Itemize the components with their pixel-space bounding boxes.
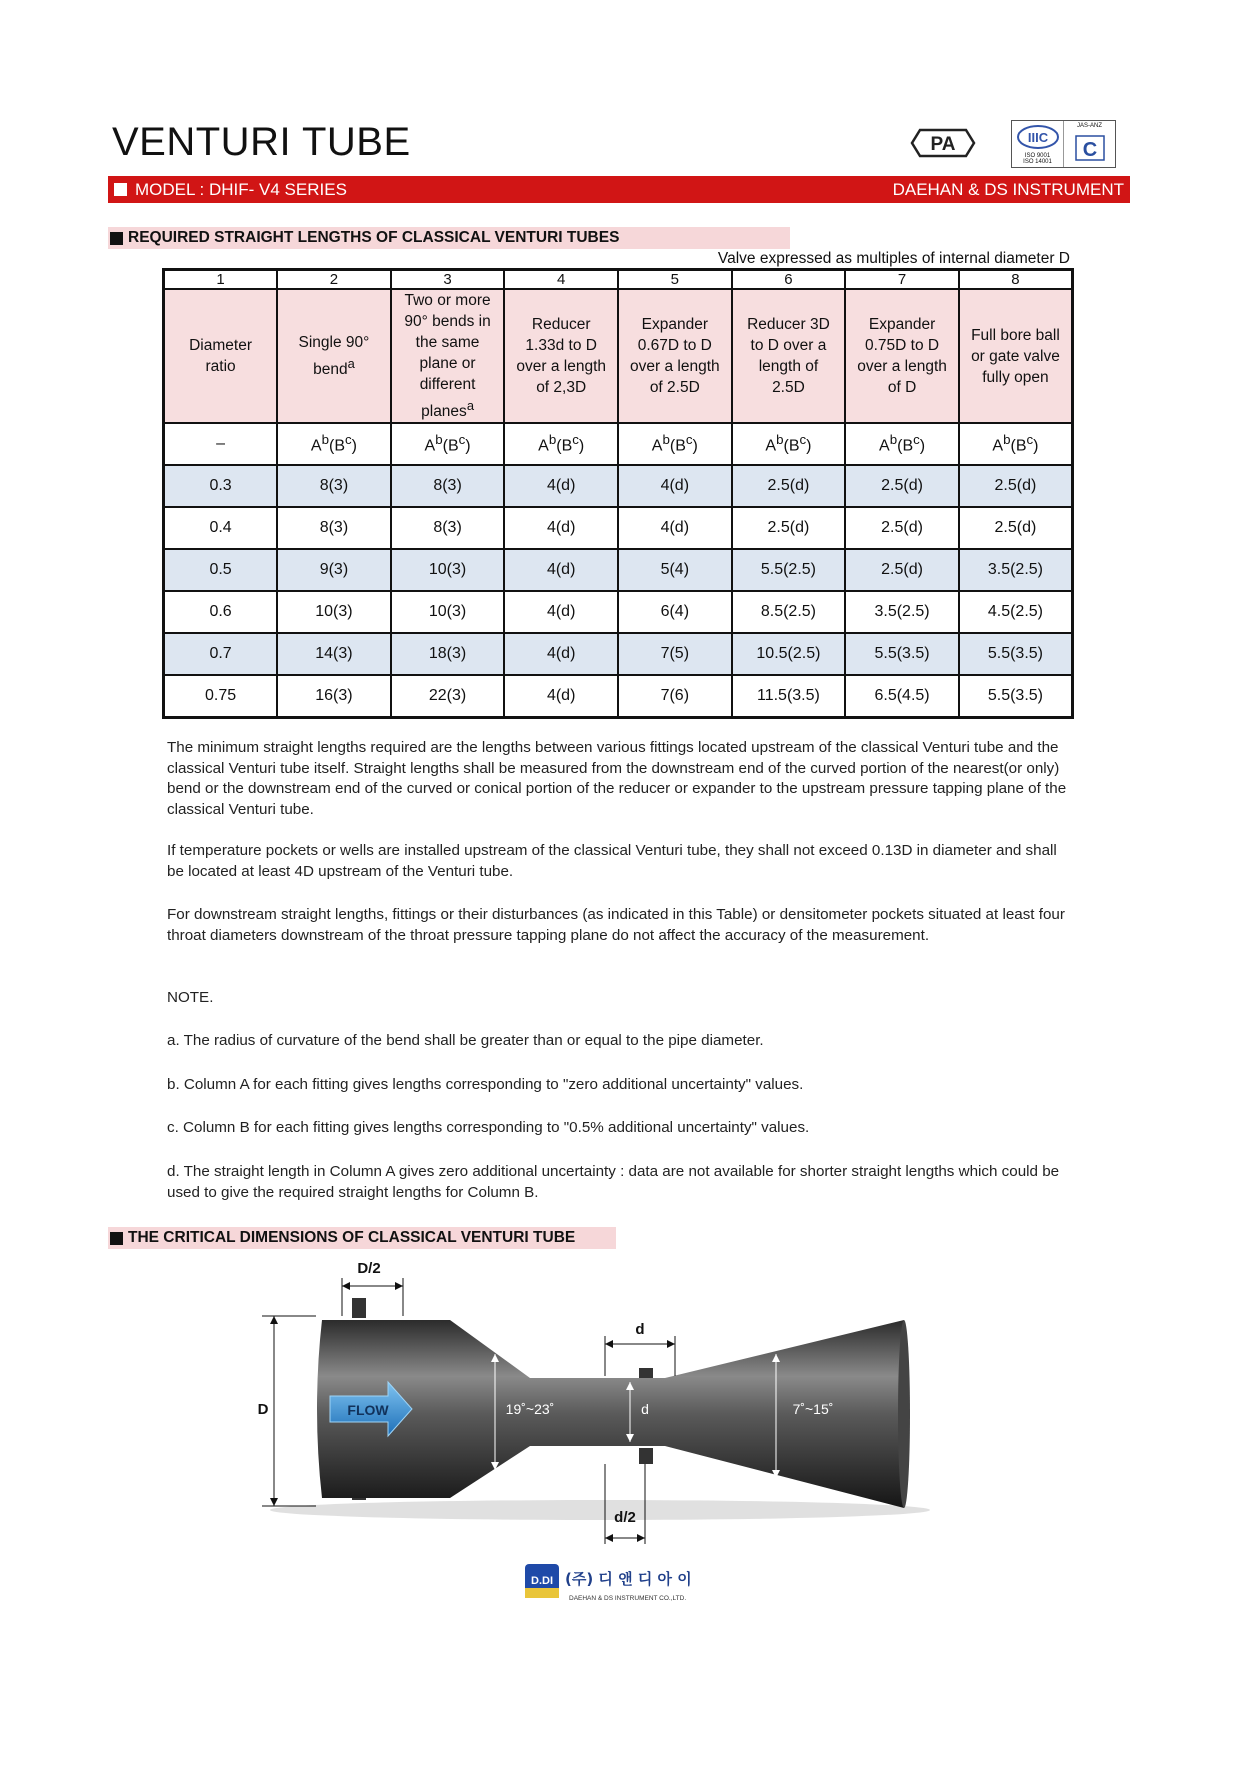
table-cell: 5.5(3.5) bbox=[845, 633, 959, 675]
iso-line-1: ISO 9001 bbox=[1024, 153, 1051, 159]
table-row bbox=[164, 675, 1073, 718]
table-row bbox=[164, 465, 1073, 507]
table-cell: 4(d) bbox=[504, 507, 618, 549]
straight-lengths-table bbox=[162, 268, 1074, 719]
dim-d-half-bottom: d/2 bbox=[614, 1509, 636, 1526]
table-cell: 0.75 bbox=[164, 675, 278, 718]
column-header: Diameter ratio bbox=[164, 289, 278, 423]
table-cell: 8(3) bbox=[277, 507, 391, 549]
page-title: VENTURI TUBE bbox=[112, 120, 411, 164]
table-cell: 4(d) bbox=[504, 465, 618, 507]
note-c: c. Column B for each fitting gives lengths corresponding to "0.5% additional uncertainty" values. bbox=[167, 1119, 810, 1136]
table-cell: 2.5(d) bbox=[959, 465, 1073, 507]
certification-badges bbox=[1011, 120, 1116, 168]
column-header: Full bore ball or gate valve fully open bbox=[959, 289, 1073, 423]
table-cell: 7(5) bbox=[618, 633, 732, 675]
column-unit: $A^b(B^c)$ bbox=[959, 423, 1073, 465]
section-title: THE CRITICAL DIMENSIONS OF CLASSICAL VENTURI TUBE bbox=[128, 1229, 576, 1246]
table-cell: 4.5(2.5) bbox=[959, 591, 1073, 633]
table-cell: 8(3) bbox=[391, 507, 505, 549]
table-cell: 16(3) bbox=[277, 675, 391, 718]
table-cell: 5.5(3.5) bbox=[959, 675, 1073, 718]
upstream-tap-top bbox=[352, 1298, 366, 1318]
column-unit: – bbox=[164, 423, 278, 465]
table-cell: 7(6) bbox=[618, 675, 732, 718]
company-name: DAEHAN & DS INSTRUMENT bbox=[892, 179, 1124, 199]
note-a: a. The radius of curvature of the bend shall be greater than or equal to the pipe diameter. bbox=[167, 1032, 764, 1049]
column-unit: $A^b(B^c)$ bbox=[391, 423, 505, 465]
column-unit: $A^b(B^c)$ bbox=[618, 423, 732, 465]
jas-logo-text: C bbox=[1082, 139, 1098, 161]
table-cell: 11.5(3.5) bbox=[732, 675, 846, 718]
table-cell: 10.5(2.5) bbox=[732, 633, 846, 675]
table-cell: 3.5(2.5) bbox=[845, 591, 959, 633]
logo-mark-text: D.DI bbox=[531, 1575, 553, 1587]
table-cell: 2.5(d) bbox=[732, 507, 846, 549]
table-cell: 4(d) bbox=[504, 633, 618, 675]
square-bullet-icon bbox=[114, 183, 127, 196]
table-cell: 2.5(d) bbox=[845, 549, 959, 591]
table-cell: 2.5(d) bbox=[732, 465, 846, 507]
column-header: Single 90° bend$^a$ bbox=[277, 289, 391, 423]
table-cell: 0.4 bbox=[164, 507, 278, 549]
pa-logo-text: PA bbox=[930, 134, 956, 155]
section-heading-straight-lengths bbox=[108, 227, 790, 249]
table-cell: 2.5(d) bbox=[845, 507, 959, 549]
column-number: 4 bbox=[504, 270, 618, 290]
square-bullet-icon bbox=[110, 232, 123, 245]
table-cell: 10(3) bbox=[391, 549, 505, 591]
column-number: 6 bbox=[732, 270, 846, 290]
jas-anz-icon bbox=[1070, 133, 1110, 163]
column-number: 2 bbox=[277, 270, 391, 290]
inlet-angle-label: 19˚~23˚ bbox=[505, 1401, 555, 1417]
note-d: d. The straight length in Column A gives zero additional uncertainty : data are not available for shorter straight lengths which could be used to give the required straight lengths for Column B. bbox=[167, 1163, 1060, 1201]
company-full-name: DAEHAN & DS INSTRUMENT CO.,LTD. bbox=[569, 1595, 687, 1602]
table-row bbox=[164, 549, 1073, 591]
unit-note: Valve expressed as multiples of internal diameter D bbox=[717, 250, 1070, 267]
column-unit: $A^b(B^c)$ bbox=[732, 423, 846, 465]
iso-logo-text: IIIC bbox=[1027, 130, 1049, 145]
note-heading: NOTE. bbox=[167, 989, 214, 1006]
table-cell: 18(3) bbox=[391, 633, 505, 675]
jas-anz-cert bbox=[1064, 121, 1115, 167]
table-cell: 6.5(4.5) bbox=[845, 675, 959, 718]
flow-label: FLOW bbox=[347, 1402, 389, 1418]
throat-d-label: d bbox=[641, 1401, 649, 1417]
column-number: 5 bbox=[618, 270, 732, 290]
table-cell: 9(3) bbox=[277, 549, 391, 591]
table-cell: 10(3) bbox=[277, 591, 391, 633]
dim-big-d: D bbox=[257, 1401, 269, 1418]
table-column-numbers bbox=[164, 270, 1073, 290]
column-number: 8 bbox=[959, 270, 1073, 290]
throat-tap-bottom bbox=[639, 1448, 653, 1464]
iso-cert bbox=[1012, 121, 1064, 167]
table-cell: 4(d) bbox=[504, 549, 618, 591]
jas-anz-label: JAS-ANZ bbox=[1076, 123, 1102, 129]
paragraph-downstream: For downstream straight lengths, fittings or their disturbances (as indicated in this Table) or densitometer pockets situated at least four throat diameters downstream of the throat pressure tapping plane do not affect the accuracy of the measurement. bbox=[167, 906, 1065, 944]
table-cell: 8(3) bbox=[277, 465, 391, 507]
table-row bbox=[164, 633, 1073, 675]
note-b: b. Column A for each fitting gives lengths corresponding to "zero additional uncertainty" values. bbox=[167, 1076, 804, 1093]
column-number: 1 bbox=[164, 270, 278, 290]
pa-logo bbox=[910, 128, 976, 158]
venturi-tube-diagram bbox=[240, 1258, 940, 1548]
table-cell: 4(d) bbox=[504, 591, 618, 633]
iso-line-2: ISO 14001 bbox=[1023, 159, 1052, 165]
table-cell: 3.5(2.5) bbox=[959, 549, 1073, 591]
table-cell: 4(d) bbox=[504, 675, 618, 718]
model-label: MODEL : DHIF- V4 SERIES bbox=[135, 179, 347, 199]
column-header: Expander 0.75D to D over a length of D bbox=[845, 289, 959, 423]
table-cell: 5(4) bbox=[618, 549, 732, 591]
column-unit: $A^b(B^c)$ bbox=[504, 423, 618, 465]
company-korean-name: (주) 디 앤 디 아 이 bbox=[565, 1570, 692, 1588]
table-row bbox=[164, 507, 1073, 549]
model-banner bbox=[108, 176, 1130, 203]
section-title: REQUIRED STRAIGHT LENGTHS OF CLASSICAL VENTURI TUBES bbox=[128, 229, 620, 246]
tube-outlet bbox=[898, 1320, 910, 1508]
dim-d-half-top: D/2 bbox=[357, 1260, 381, 1277]
table-row bbox=[164, 591, 1073, 633]
dim-d-top: d bbox=[635, 1321, 645, 1338]
column-header: Reducer 3D to D over a length of 2.5D bbox=[732, 289, 846, 423]
table-cell: 6(4) bbox=[618, 591, 732, 633]
table-cell: 0.5 bbox=[164, 549, 278, 591]
table-cell: 8.5(2.5) bbox=[732, 591, 846, 633]
table-cell: 8(3) bbox=[391, 465, 505, 507]
table-cell: 5.5(2.5) bbox=[732, 549, 846, 591]
table-cell: 2.5(d) bbox=[845, 465, 959, 507]
column-number: 7 bbox=[845, 270, 959, 290]
column-header: Two or more 90° bends in the same plane or different planes$^a$ bbox=[391, 289, 505, 423]
paragraph-straight-lengths: The minimum straight lengths required are the lengths between various fittings located upstream of the classical Venturi tube and the classical Venturi tube itself. Straight lengths shall be measured from the downstream end of the curved portion of the nearest(or only) bend or the downstream end of the curved or conical portion of the reducer or expander to the upstream pressure tapping plane of the classical Venturi tube. bbox=[167, 739, 1067, 818]
table-unit-row bbox=[164, 423, 1073, 465]
column-header: Expander 0.67D to D over a length of 2.5D bbox=[618, 289, 732, 423]
table-cell: 10(3) bbox=[391, 591, 505, 633]
table-header-row bbox=[164, 289, 1073, 423]
table-cell: 0.3 bbox=[164, 465, 278, 507]
iso-cert-icon bbox=[1013, 123, 1063, 153]
outlet-angle-label: 7˚~15˚ bbox=[792, 1401, 834, 1417]
table-cell: 14(3) bbox=[277, 633, 391, 675]
section-heading-critical-dimensions bbox=[108, 1227, 616, 1249]
column-unit: $A^b(B^c)$ bbox=[845, 423, 959, 465]
table-cell: 2.5(d) bbox=[959, 507, 1073, 549]
table-cell: 0.6 bbox=[164, 591, 278, 633]
column-unit: $A^b(B^c)$ bbox=[277, 423, 391, 465]
company-logo bbox=[525, 1562, 725, 1606]
table-cell: 4(d) bbox=[618, 507, 732, 549]
table-cell: 0.7 bbox=[164, 633, 278, 675]
paragraph-temperature-pockets: If temperature pockets or wells are installed upstream of the classical Venturi tube, they shall not exceed 0.13D in diameter and shall be located at least 4D upstream of the Venturi tube. bbox=[167, 842, 1057, 880]
column-number: 3 bbox=[391, 270, 505, 290]
column-header: Reducer 1.33d to D over a length of 2,3D bbox=[504, 289, 618, 423]
square-bullet-icon bbox=[110, 1232, 123, 1245]
table-cell: 22(3) bbox=[391, 675, 505, 718]
model-label-wrap bbox=[114, 180, 347, 200]
table-cell: 5.5(3.5) bbox=[959, 633, 1073, 675]
table-cell: 4(d) bbox=[618, 465, 732, 507]
